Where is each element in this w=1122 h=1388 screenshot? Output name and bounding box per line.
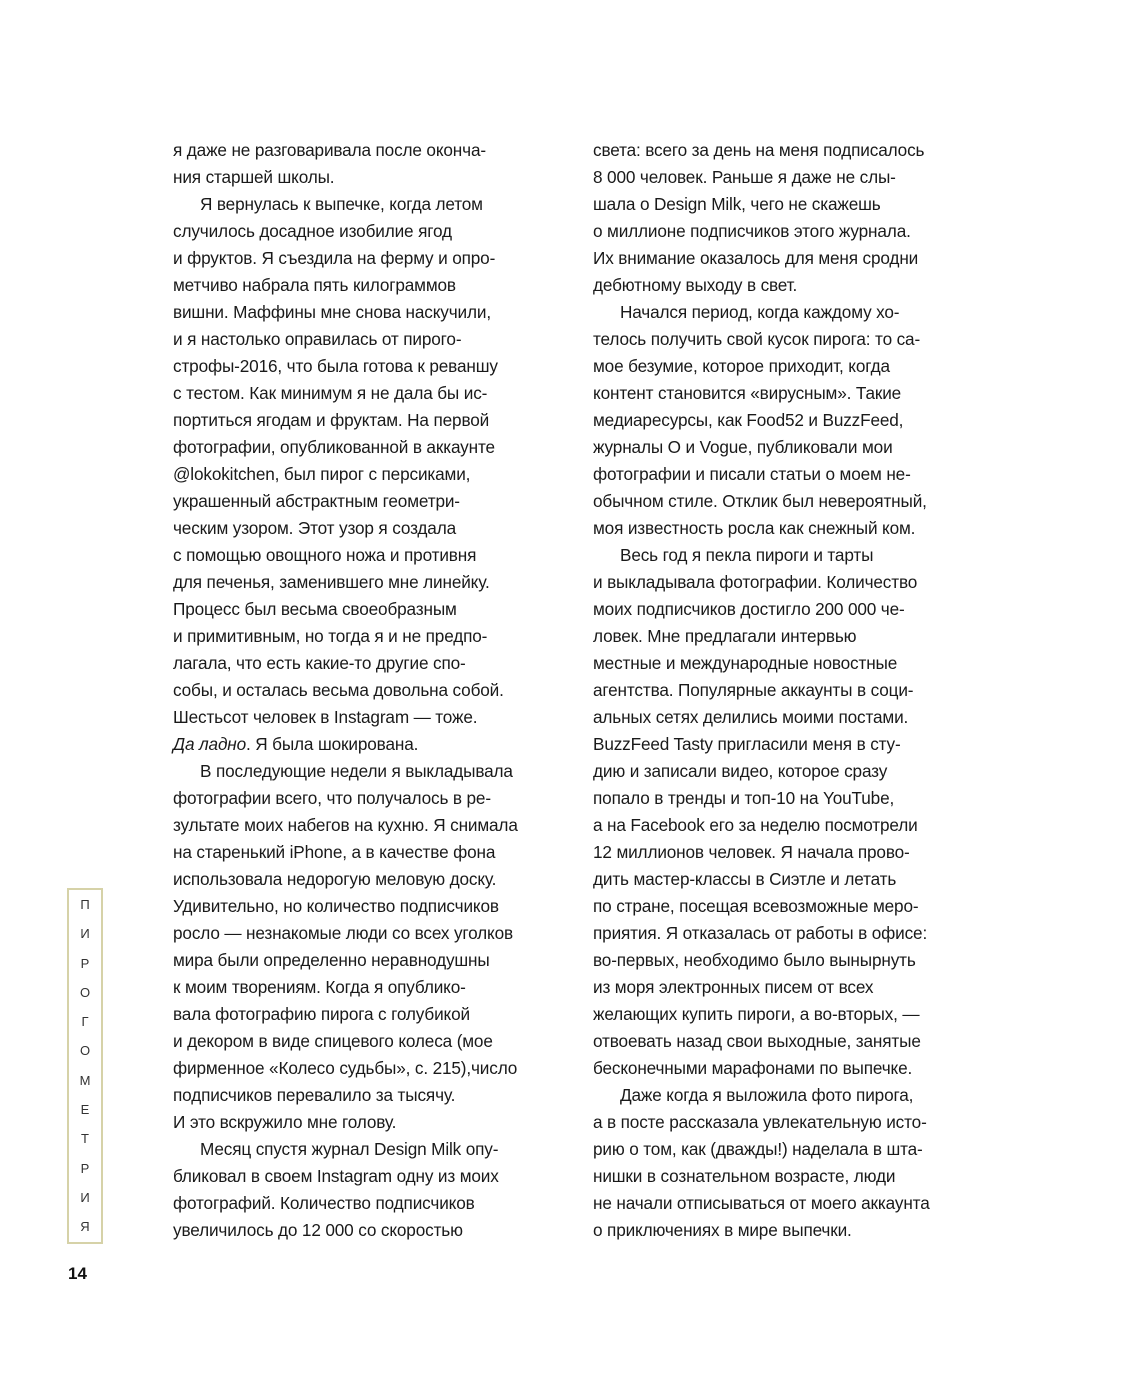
- text-line: попало в тренды и топ-10 на YouTube,: [593, 788, 895, 808]
- text-line: рию о том, как (дважды!) наделала в шта-: [593, 1139, 923, 1159]
- chapter-side-tab: [67, 888, 103, 1244]
- text-line: желающих купить пироги, а во-вторых, —: [593, 1004, 920, 1024]
- text-line: @lokokitchen, был пирог с персиками,: [173, 464, 471, 484]
- text-line: шала о Design Milk, чего не скажешь: [593, 194, 881, 214]
- text-line: моя известность росла как снежный ком.: [593, 518, 916, 538]
- text-line: обычном стиле. Отклик был невероятный,: [593, 491, 927, 511]
- text-line: мое безумие, которое приходит, когда: [593, 356, 890, 376]
- left-text-column: [173, 137, 565, 1244]
- text-line: дебютному выходу в свет.: [593, 275, 798, 295]
- side-tab-letter: Я: [80, 1219, 90, 1235]
- text-line: и я настолько оправилась от пирого-: [173, 329, 462, 349]
- text-line: фирменное «Колесо судьбы», с. 215),число: [173, 1058, 518, 1078]
- text-line: В последующие недели я выкладывала: [200, 761, 513, 781]
- text-line: и фруктов. Я съездила на ферму и опро-: [173, 248, 496, 268]
- text-line: 8 000 человек. Раньше я даже не слы-: [593, 167, 896, 187]
- text-line: портиться ягодам и фруктам. На первой: [173, 410, 490, 430]
- text-line: Удивительно, но количество подписчиков: [173, 896, 499, 916]
- text-line: дию и записали видео, которое сразу: [593, 761, 888, 781]
- text-line: бликовал в своем Instagram одну из моих: [173, 1166, 499, 1186]
- text-line: не начали отписываться от моего аккаунта: [593, 1193, 930, 1213]
- text-line: я даже не разговаривала после оконча-: [173, 140, 486, 160]
- text-line: света: всего за день на меня подписалось: [593, 140, 925, 160]
- italic-phrase: Да ладно: [173, 734, 247, 754]
- side-tab-letter: Е: [80, 1102, 90, 1118]
- page-number: 14: [68, 1264, 87, 1283]
- side-tab-letter: И: [80, 1189, 90, 1205]
- text-line: к моим творениям. Когда я опублико-: [173, 977, 466, 997]
- text-line: агентства. Популярные аккаунты в соци-: [593, 680, 914, 700]
- text-line: приятия. Я отказалась от работы в офисе:: [593, 923, 928, 943]
- text-line: а в посте рассказала увлекательную исто-: [593, 1112, 927, 1132]
- side-tab-letter: О: [79, 984, 91, 1000]
- text-line: фотографии, опубликованной в аккаунте: [173, 437, 495, 457]
- side-tab-letter: Р: [80, 955, 90, 971]
- text-line: на старенький iPhone, а в качестве фона: [173, 842, 496, 862]
- text-line: телось получить свой кусок пирога: то са-: [593, 329, 921, 349]
- text-line: Шестьсот человек в Instagram — тоже.: [173, 707, 478, 727]
- side-tab-letter: Р: [80, 1160, 90, 1176]
- text-line: фотографий. Количество подписчиков: [173, 1193, 475, 1213]
- text-line: бесконечными марафонами по выпечке.: [593, 1058, 913, 1078]
- text-line: во-первых, необходимо было вынырнуть: [593, 950, 916, 970]
- text-line: и примитивным, но тогда я и не предпо-: [173, 626, 488, 646]
- text-line: ловек. Мне предлагали интервью: [593, 626, 857, 646]
- text-rest: . Я была шокирована.: [246, 734, 419, 754]
- text-line: журналы O и Vogue, публиковали мои: [593, 437, 893, 457]
- text-line: мира были определенно неравнодушны: [173, 950, 490, 970]
- text-line: и выкладывала фотографии. Количество: [593, 572, 918, 592]
- text-line: подписчиков перевалило за тысячу.: [173, 1085, 456, 1105]
- text-line: использовала недорогую меловую доску.: [173, 869, 497, 889]
- text-line: Процесс был весьма своеобразным: [173, 599, 457, 619]
- text-line: Весь год я пекла пироги и тарты: [620, 545, 874, 565]
- text-line: И это вскружило мне голову.: [173, 1112, 397, 1132]
- text-line: Их внимание оказалось для меня сродни: [593, 248, 919, 268]
- text-line: из моря электронных писем от всех: [593, 977, 874, 997]
- text-line: местные и международные новостные: [593, 653, 898, 673]
- text-line: Месяц спустя журнал Design Milk опу-: [200, 1139, 499, 1159]
- text-line: фотографии всего, что получалось в ре-: [173, 788, 491, 808]
- text-line: зультате моих набегов на кухню. Я снимала: [173, 815, 518, 835]
- text-line: украшенный абстрактным геометри-: [173, 491, 460, 511]
- text-line: а на Facebook его за неделю посмотрели: [593, 815, 918, 835]
- side-tab-letter: П: [80, 897, 90, 912]
- text-line: ческим узором. Этот узор я создала: [173, 518, 456, 538]
- side-tab-letter: О: [79, 1043, 91, 1059]
- text-line: вишни. Маффины мне снова наскучили,: [173, 302, 491, 322]
- text-line: альных сетях делились моими постами.: [593, 707, 909, 727]
- text-line: нишки в сознательном возрасте, люди: [593, 1166, 896, 1186]
- text-line: метчиво набрала пять килограммов: [173, 275, 456, 295]
- text-line: ния старшей школы.: [173, 167, 335, 187]
- text-line: росло — незнакомые люди со всех уголков: [173, 923, 514, 943]
- text-line: моих подписчиков достигло 200 000 че-: [593, 599, 905, 619]
- text-line: Начался период, когда каждому хо-: [620, 302, 900, 322]
- text-line: Я вернулась к выпечке, когда летом: [200, 194, 483, 214]
- text-line: с помощью овощного ножа и противня: [173, 545, 477, 565]
- side-tab-letter: И: [80, 926, 90, 942]
- text-line: вала фотографию пирога с голубикой: [173, 1004, 470, 1024]
- text-line: дить мастер-классы в Сиэтле и летать: [593, 869, 897, 889]
- text-line: BuzzFeed Tasty пригласили меня в сту-: [593, 734, 901, 754]
- text-line: и декором в виде спицевого колеса (мое: [173, 1031, 493, 1051]
- text-line: о приключениях в мире выпечки.: [593, 1220, 852, 1240]
- text-line: фотографии и писали статьи о моем не-: [593, 464, 911, 484]
- text-line: по стране, посещая всевозможные меро-: [593, 896, 919, 916]
- right-text-column: [593, 137, 985, 1244]
- text-line: увеличилось до 12 000 со скоростью: [173, 1220, 463, 1240]
- text-line: медиаресурсы, как Food52 и BuzzFeed,: [593, 410, 904, 430]
- text-line: случилось досадное изобилие ягод: [173, 221, 452, 241]
- text-line: [173, 731, 565, 758]
- text-line: отвоевать назад свои выходные, занятые: [593, 1031, 921, 1051]
- text-line: для печенья, заменившего мне линейку.: [173, 572, 490, 592]
- text-line: о миллионе подписчиков этого журнала.: [593, 221, 911, 241]
- side-tab-letter: Т: [81, 1131, 89, 1147]
- side-tab-letter: М: [79, 1072, 91, 1088]
- text-line: с тестом. Как минимум я не дала бы ис-: [173, 383, 488, 403]
- text-line: строфы-2016, что была готова к реваншу: [173, 356, 498, 376]
- text-line: контент становится «вирусным». Такие: [593, 383, 902, 403]
- text-line: собы, и осталась весьма довольна собой.: [173, 680, 504, 700]
- side-tab-letter: Г: [81, 1014, 89, 1030]
- text-line: 12 миллионов человек. Я начала прово-: [593, 842, 910, 862]
- text-line: лагала, что есть какие-то другие спо-: [173, 653, 466, 673]
- text-line: Даже когда я выложила фото пирога,: [620, 1085, 914, 1105]
